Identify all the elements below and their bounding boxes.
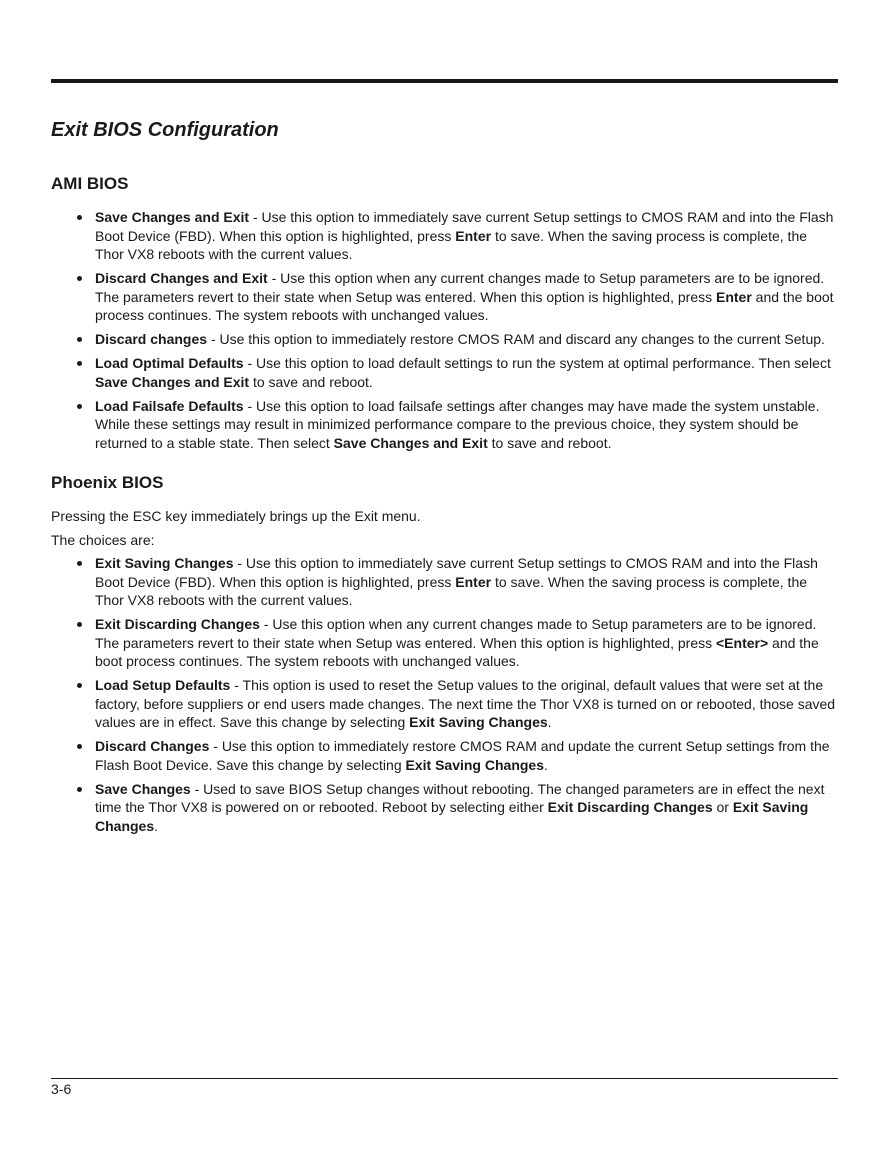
bullet-icon — [77, 215, 82, 220]
emphasis-text: Exit Saving Changes — [95, 799, 809, 834]
list-item: Exit Discarding Changes - Use this option when any current changes made to Setup parameters are to be ignored. The parameters revert to their state when Setup was entered. When this option is highlighted, press <Enter> and the boot process continues. The system reboots with unchanged values. — [51, 615, 838, 671]
option-term: Save Changes and Exit — [95, 209, 250, 225]
page-number: 3-6 — [51, 1081, 72, 1097]
bullet-icon — [77, 337, 82, 342]
phoenix-intro-text: Pressing the ESC key immediately brings up the Exit menu. — [51, 508, 421, 524]
list-item: Discard changes - Use this option to immediately restore CMOS RAM and discard any changes to the current Setup. — [51, 330, 838, 349]
emphasis-text: Exit Discarding Changes — [547, 799, 713, 815]
emphasis-text: Enter — [716, 288, 752, 305]
list-item: Discard Changes - Use this option to immediately restore CMOS RAM and update the current Setup settings from the Flash Boot Device. Save this change by selecting Exit Saving Changes. — [51, 737, 838, 774]
bullet-icon — [77, 561, 82, 566]
page-title: Exit BIOS Configuration — [51, 119, 279, 141]
list-item: Discard Changes and Exit - Use this option when any current changes made to Setup parameters are to be ignored. The parameters revert to their state when Setup was entered. When this option is highlighted, press Enter and the boot process continues. The system reboots with unchanged values. — [51, 269, 838, 325]
emphasis-text: Save Changes and Exit — [95, 373, 250, 390]
emphasis-text: <Enter> — [716, 634, 769, 651]
option-term: Save Changes — [95, 780, 191, 797]
bullet-icon — [77, 787, 82, 792]
bullet-icon — [77, 276, 82, 281]
option-term: Discard Changes and Exit — [95, 270, 268, 286]
ami-options-list — [51, 208, 838, 452]
list-item: Save Changes and Exit - Use this option to immediately save current Setup settings to CMOS RAM and into the Flash Boot Device (FBD). When this option is highlighted, press Enter to save. When the saving process is complete, the Thor VX8 reboots with the current values. — [51, 208, 838, 264]
emphasis-text: Exit Saving Changes — [409, 714, 548, 730]
emphasis-text: Enter — [455, 227, 492, 244]
option-term: Exit Discarding Changes — [95, 616, 260, 632]
phoenix-choices-text: The choices are: — [51, 531, 155, 548]
emphasis-text: Save Changes and Exit — [333, 434, 488, 451]
list-item: Load Optimal Defaults - Use this option to load default settings to run the system at optimal performance. Then select Save Changes and Exit to save and reboot. — [51, 354, 838, 391]
list-item: Save Changes - Used to save BIOS Setup changes without rebooting. The changed parameters are in effect the next time the Thor VX8 is powered on or rebooted. Reboot by selecting either Exit Discarding Changes or Exit Saving Changes. — [51, 780, 838, 836]
emphasis-text: Exit Saving Changes — [405, 756, 544, 773]
list-item: Exit Saving Changes - Use this option to immediately save current Setup settings to CMOS RAM and into the Flash Boot Device (FBD). When this option is highlighted, press Enter to save. When the saving process is complete, the Thor VX8 reboots with the current values. — [51, 554, 838, 610]
list-item: Load Failsafe Defaults - Use this option to load failsafe settings after changes may have made the system unstable. While these settings may result in minimized performance compare to the previous choice, they system should be returned to a stable state. Then select Save Changes and Exit to save and reboot. — [51, 397, 838, 453]
bullet-icon — [77, 404, 82, 409]
footer-rule — [51, 1078, 838, 1079]
section-heading-ami: AMI BIOS — [51, 174, 129, 193]
phoenix-options-list — [51, 554, 838, 835]
option-term: Discard Changes — [95, 738, 210, 754]
list-item: Load Setup Defaults - This option is used to reset the Setup values to the original, default values that were set at the factory, before suppliers or end users made changes. The next time the Thor VX8 is turned on or rebooted, those saved values are in effect. Save this change by selecting Exit Saving Changes. — [51, 676, 838, 732]
option-term: Exit Saving Changes — [95, 555, 234, 571]
header-rule — [51, 79, 838, 83]
option-term: Load Setup Defaults — [95, 677, 231, 693]
option-term: Load Failsafe Defaults — [95, 397, 244, 414]
bullet-icon — [77, 744, 82, 749]
bullet-icon — [77, 622, 82, 627]
bullet-icon — [77, 361, 82, 366]
page-content — [51, 116, 838, 841]
option-term: Load Optimal Defaults — [95, 355, 244, 371]
option-term: Discard changes — [95, 331, 208, 347]
emphasis-text: Enter — [455, 573, 492, 590]
bullet-icon — [77, 683, 82, 688]
section-heading-phoenix: Phoenix BIOS — [51, 473, 164, 492]
